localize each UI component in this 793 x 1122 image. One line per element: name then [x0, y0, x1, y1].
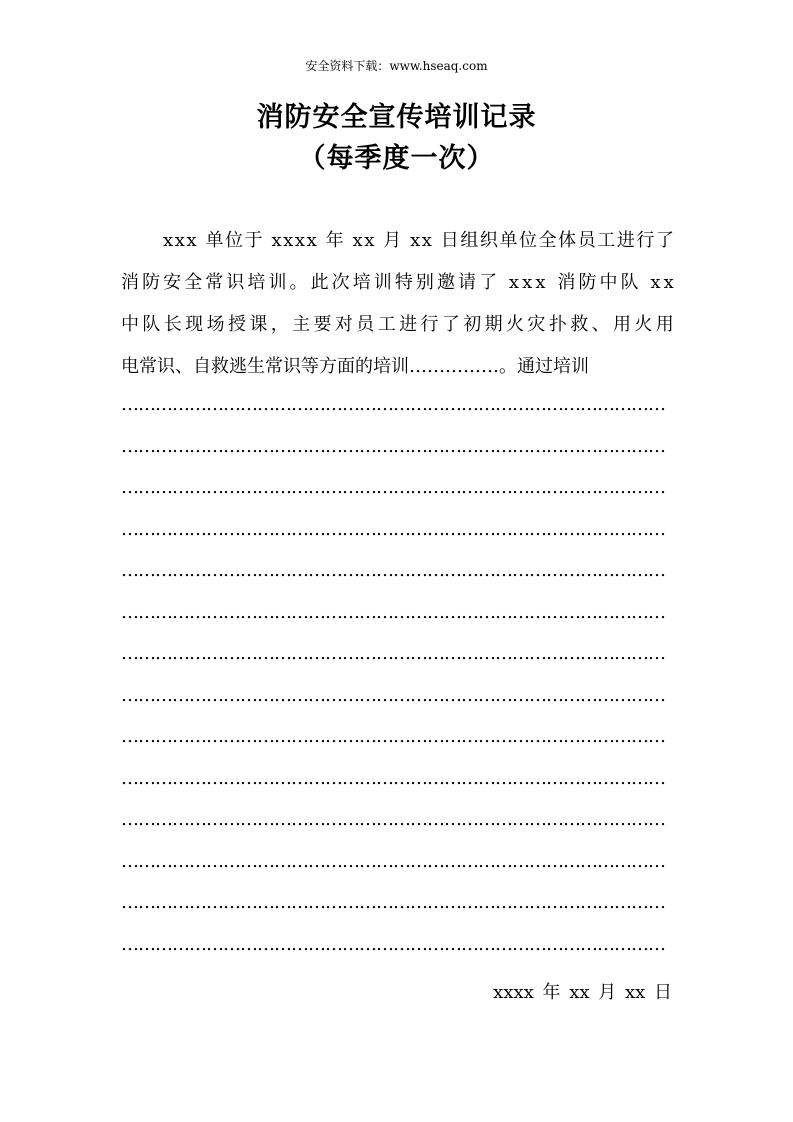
dotted-line: …………………………………………………………………………………… [121, 684, 665, 706]
fill-in-dotted-lines [121, 384, 674, 965]
dotted-line: …………………………………………………………………………………… [121, 850, 665, 872]
dotted-line: …………………………………………………………………………………… [121, 643, 665, 664]
training-record-paragraph [121, 220, 674, 388]
dotted-line: …………………………………………………………………………………… [121, 518, 665, 540]
paragraph-line-2: 消 防 安 全 常 识 培 训 。 此 次 培 训 特 别 邀 请 了 x x x 消 防 中 队 x x [121, 272, 674, 293]
document-subtitle: （每季度一次） [298, 143, 495, 174]
download-source-header: 安全资料下载：www.hseaq.com [305, 59, 488, 73]
dotted-line: …………………………………………………………………………………… [121, 809, 665, 830]
dotted-line: …………………………………………………………………………………… [121, 933, 665, 955]
dotted-line: …………………………………………………………………………………… [121, 394, 665, 415]
paragraph-line-4: 电常识、自救逃生常识等方面的培训……………。通过培训 [121, 356, 589, 377]
dotted-line: …………………………………………………………………………………… [121, 560, 665, 581]
dotted-line: …………………………………………………………………………………… [121, 726, 665, 747]
dotted-line: …………………………………………………………………………………… [121, 477, 665, 498]
dotted-line: …………………………………………………………………………………… [121, 767, 665, 789]
paragraph-line-3: 中 队 长 现 场 授 课 ， 主 要 对 员 工 进 行 了 初 期 火 灾 扑 救 、 用 火 用 [121, 314, 674, 335]
document-title: 消防安全宣传培训记录 [256, 102, 537, 133]
dotted-line: …………………………………………………………………………………… [121, 601, 665, 623]
dotted-line: …………………………………………………………………………………… [121, 435, 665, 457]
record-date: xxxx 年 xx 月 xx 日 [493, 982, 672, 1003]
paragraph-line-1: x x x 单 位 于 x x x x 年 x x 月 x x 日 组 织 单 位 全 体 员 工 进 行 了 [163, 230, 674, 251]
dotted-line: …………………………………………………………………………………… [121, 892, 665, 913]
